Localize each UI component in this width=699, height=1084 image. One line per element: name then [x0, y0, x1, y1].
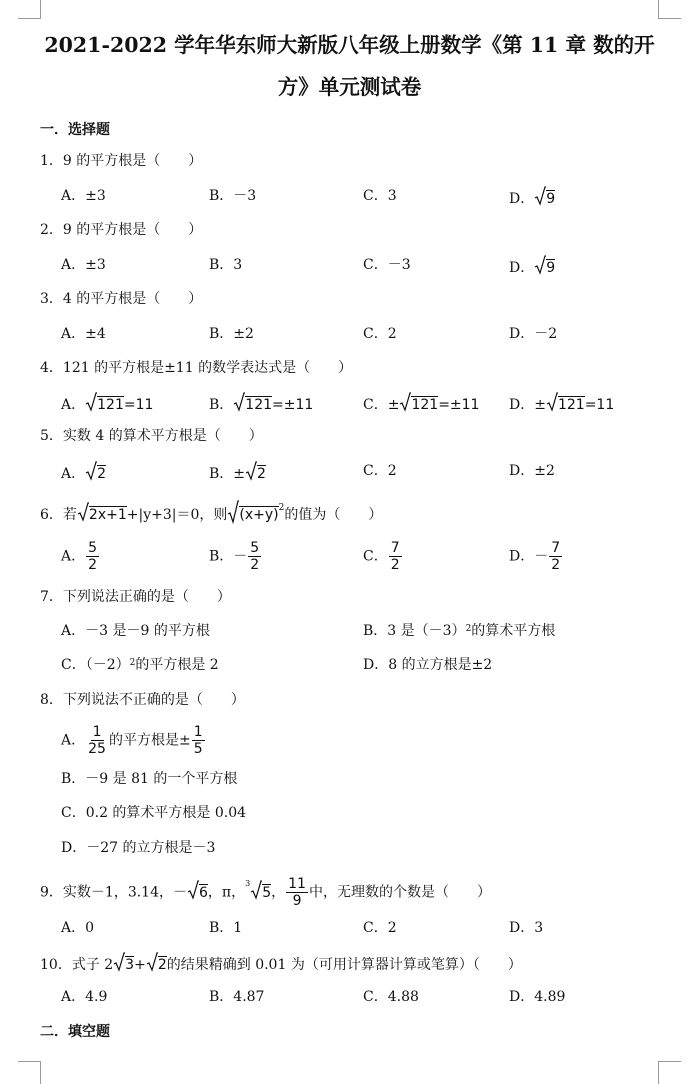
radical-sign	[245, 461, 257, 487]
option-label: A．	[61, 548, 86, 565]
q10-option-a[interactable]: A．4.9	[61, 989, 108, 1005]
denominator: 2	[250, 557, 260, 573]
option-label: B．±	[209, 466, 246, 482]
denominator: 5	[193, 741, 203, 757]
q8-option-c[interactable]: C．0.2 的算术平方根是 0.04	[61, 805, 247, 821]
q6-option-c[interactable]	[363, 540, 403, 573]
radical-sign	[250, 880, 262, 906]
q2-option-d[interactable]	[509, 255, 555, 281]
radicand: 9	[546, 260, 556, 276]
q10-option-b[interactable]: B．4.87	[209, 989, 265, 1005]
exponent: 2	[278, 503, 285, 513]
radical-sign	[187, 880, 199, 906]
radicand: 121	[245, 397, 273, 413]
radicand: 3	[125, 957, 135, 973]
numerator: 11	[288, 876, 306, 892]
page-corner-mark	[658, 1061, 681, 1084]
page-corner-mark	[18, 1061, 41, 1084]
stem-text: ，π，	[207, 884, 246, 901]
section-heading-multiple-choice: 一．选择题	[40, 122, 110, 138]
exponent: 2	[129, 658, 136, 668]
denominator: 2	[88, 557, 98, 573]
denominator: 25	[88, 741, 106, 757]
section-heading-fill-in-blank: 二．填空题	[40, 1024, 110, 1040]
radical-sign	[85, 461, 97, 487]
stem-text: 6．若	[40, 507, 77, 523]
radicand: (x+y)	[239, 507, 279, 523]
option-label: A．	[61, 397, 86, 413]
q3-option-a[interactable]: A．±4	[61, 326, 106, 342]
q1-option-d[interactable]	[509, 186, 555, 212]
page-corner-mark	[18, 0, 41, 19]
radical-sign	[233, 392, 245, 418]
radical-sign	[534, 186, 546, 212]
document-title-line2: 方》单元测试卷	[277, 75, 422, 99]
q9-option-d[interactable]: D．3	[509, 920, 544, 936]
option-label: D．	[509, 191, 535, 207]
radicand: 2x+1	[88, 507, 127, 523]
q3-option-d[interactable]: D．－2	[509, 326, 558, 342]
question-5-stem: 5．实数 4 的算术平方根是（ ）	[40, 428, 263, 444]
radicand: 9	[546, 191, 556, 207]
question-3-stem: 3．4 的平方根是（ ）	[40, 291, 203, 307]
fraction	[192, 724, 205, 757]
expression-result: =±11	[438, 397, 480, 413]
option-label: B．	[209, 397, 234, 413]
fraction	[86, 540, 99, 573]
q5-option-a[interactable]	[61, 461, 106, 487]
option-text: 的平方根是 2	[135, 657, 219, 673]
q4-option-c[interactable]	[363, 392, 479, 418]
q10-option-c[interactable]: C．4.88	[363, 989, 419, 1005]
q5-option-c[interactable]: C．2	[363, 463, 397, 479]
radical-sign	[113, 952, 125, 978]
option-label: D．－	[509, 548, 549, 565]
root-index: 3	[245, 879, 251, 888]
numerator: 7	[551, 540, 561, 556]
q5-option-d[interactable]: D．±2	[509, 463, 555, 479]
option-text: C．（－2）	[61, 657, 130, 673]
q4-option-a[interactable]	[61, 392, 153, 418]
document-title-line1: 2021-2022 学年华东师大新版八年级上册数学《第 11 章 数的开	[44, 33, 655, 57]
q10-option-d[interactable]: D．4.89	[509, 989, 566, 1005]
q1-option-b[interactable]: B．－3	[209, 188, 257, 204]
denominator: 2	[390, 557, 400, 573]
question-7-stem: 7．下列说法正确的是（ ）	[40, 589, 231, 605]
q9-option-b[interactable]: B．1	[209, 920, 243, 936]
stem-text: 中，无理数的个数是（ ）	[308, 884, 491, 901]
numerator: 1	[92, 724, 102, 740]
q2-option-c[interactable]: C．－3	[363, 257, 411, 273]
radicand: 2	[157, 957, 167, 973]
radical-sign	[77, 502, 89, 528]
question-4-stem: 4．121 的平方根是±11 的数学表达式是（ ）	[40, 360, 353, 376]
question-9-stem	[40, 876, 491, 909]
stem-text: +|y+3|＝0，则	[126, 507, 228, 523]
q7-option-b[interactable]	[363, 621, 555, 641]
expression-result: =11	[584, 397, 615, 413]
q9-option-a[interactable]: A．0	[61, 920, 95, 936]
radicand: 121	[411, 397, 439, 413]
exponent: 2	[465, 624, 472, 634]
option-text: 的平方根是±	[108, 732, 191, 749]
question-8-stem: 8．下列说法不正确的是（ ）	[40, 692, 245, 708]
q1-option-c[interactable]: C．3	[363, 188, 397, 204]
q6-option-b[interactable]	[209, 540, 262, 573]
question-1-stem: 1．9 的平方根是（ ）	[40, 153, 203, 169]
denominator: 9	[292, 893, 302, 909]
q6-option-a[interactable]	[61, 540, 100, 573]
option-label: B．－	[209, 548, 248, 565]
option-label: C．	[363, 548, 388, 565]
fraction	[248, 540, 261, 573]
numerator: 7	[390, 540, 400, 556]
fraction	[286, 876, 308, 909]
radical-sign	[534, 255, 546, 281]
question-2-stem: 2．9 的平方根是（ ）	[40, 222, 203, 238]
q3-option-c[interactable]: C．2	[363, 326, 397, 342]
stem-text: ，	[271, 884, 286, 901]
stem-text: 的结果精确到 0.01 为（可用计算器计算或笔算）（ ）	[166, 957, 522, 973]
radicand: 121	[97, 397, 124, 413]
option-label: D．±	[509, 397, 546, 413]
stem-text: 的值为（ ）	[284, 507, 383, 523]
radicand: 5	[262, 884, 272, 901]
q8-option-b[interactable]: B．－9 是 81 的一个平方根	[61, 771, 238, 787]
radical-sign	[85, 392, 97, 418]
option-label: A．	[61, 732, 86, 749]
radicand: 121	[557, 397, 585, 413]
expression-result: =11	[123, 397, 154, 413]
numerator: 5	[250, 540, 260, 556]
denominator: 2	[551, 557, 561, 573]
option-text: B．3 是（－3）	[363, 623, 466, 639]
stem-text: 10．式子 2	[40, 957, 114, 973]
option-label: D．	[509, 260, 535, 276]
fraction	[86, 724, 108, 757]
q7-option-d[interactable]: D．8 的立方根是±2	[363, 657, 493, 673]
question-6-stem	[40, 500, 382, 530]
q2-option-b[interactable]: B．3	[209, 257, 243, 273]
q2-option-a[interactable]: A．±3	[61, 257, 106, 273]
q3-option-b[interactable]: B．±2	[209, 326, 254, 342]
stem-text: 9．实数－1，3.14，－	[40, 884, 187, 901]
question-10-stem	[40, 952, 522, 978]
radicand: 6	[199, 884, 208, 901]
fraction	[549, 540, 562, 573]
q9-option-c[interactable]: C．2	[363, 920, 397, 936]
stem-text: +	[134, 957, 146, 973]
numerator: 5	[88, 540, 98, 556]
fraction	[389, 540, 402, 573]
radicand: 2	[257, 466, 266, 482]
numerator: 1	[193, 724, 203, 740]
q8-option-a[interactable]	[61, 724, 206, 757]
radical-sign	[227, 500, 239, 530]
radical-sign	[546, 392, 558, 418]
option-label: A．	[61, 466, 86, 482]
q6-option-d[interactable]	[509, 540, 563, 573]
option-text: 的算术平方根	[471, 623, 556, 639]
expression-result: =±11	[272, 397, 314, 413]
option-label: C．±	[363, 397, 400, 413]
radical-sign	[146, 952, 158, 978]
q8-option-d[interactable]: D．－27 的立方根是－3	[61, 840, 216, 856]
radical-sign	[399, 392, 411, 418]
radicand: 2	[97, 466, 107, 482]
q7-option-a[interactable]: A．－3 是－9 的平方根	[61, 623, 210, 639]
q4-option-d[interactable]	[509, 392, 614, 418]
q5-option-b[interactable]	[209, 461, 266, 487]
q1-option-a[interactable]: A．±3	[61, 188, 106, 204]
q4-option-b[interactable]	[209, 392, 313, 418]
q7-option-c[interactable]	[61, 655, 219, 675]
page-corner-mark	[658, 0, 681, 19]
